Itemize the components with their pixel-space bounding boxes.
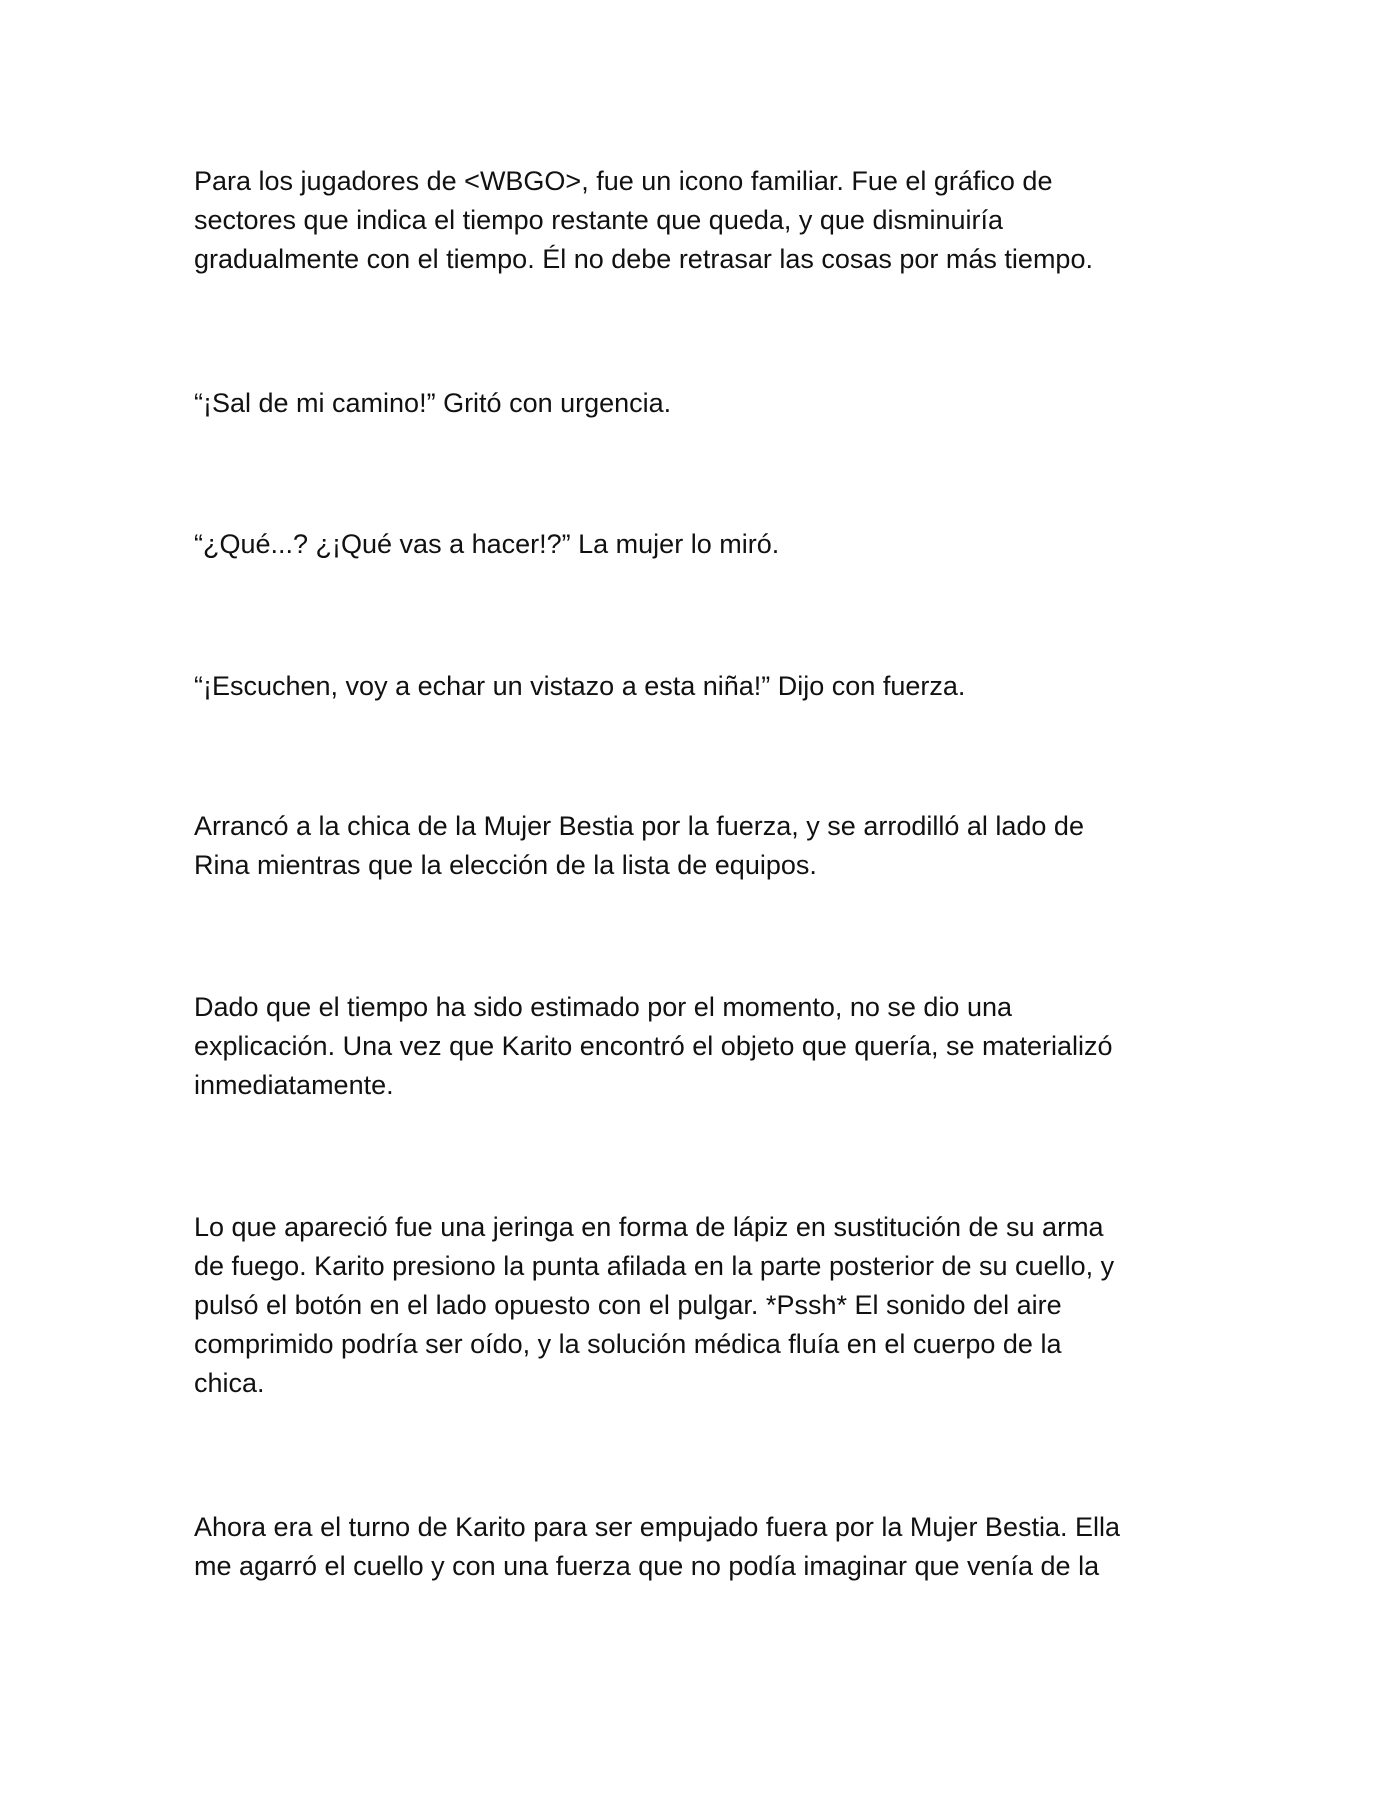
paragraph-8: Ahora era el turno de Karito para ser empujado fuera por la Mujer Bestia. Ella me agarró el cuello y con una fuerza que no podía imaginar que venía de la bbox=[194, 1512, 1121, 1581]
paragraph-4: “¡Escuchen, voy a echar un vistazo a esta niña!” Dijo con fuerza. bbox=[194, 671, 966, 701]
paragraph-7: Lo que apareció fue una jeringa en forma de lápiz en sustitución de su arma de fuego. Karito presiono la punta afilada en la parte posterior de su cuello, y pulsó el botón en el lado opuesto con el pulgar. *Pssh* El sonido del aire comprimido podría ser oído, y la solución médica fluía en el cuerpo de la chica. bbox=[194, 1212, 1115, 1398]
paragraph-6: Dado que el tiempo ha sido estimado por el momento, no se dio una explicación. Una vez que Karito encontró el objeto que quería, se materializó inmediatamente. bbox=[194, 992, 1113, 1100]
paragraph-1: Para los jugadores de <WBGO>, fue un icono familiar. Fue el gráfico de sectores que indica el tiempo restante que queda, y que disminuiría gradualmente con el tiempo. Él no debe retrasar las cosas por más tiempo. bbox=[194, 166, 1093, 274]
paragraph-5: Arrancó a la chica de la Mujer Bestia por la fuerza, y se arrodilló al lado de Rina mientras que la elección de la lista de equipos. bbox=[194, 811, 1084, 880]
paragraph-2: “¡Sal de mi camino!” Gritó con urgencia. bbox=[194, 388, 672, 418]
paragraph-3: “¿Qué...? ¿¡Qué vas a hacer!?” La mujer lo miró. bbox=[194, 529, 780, 559]
